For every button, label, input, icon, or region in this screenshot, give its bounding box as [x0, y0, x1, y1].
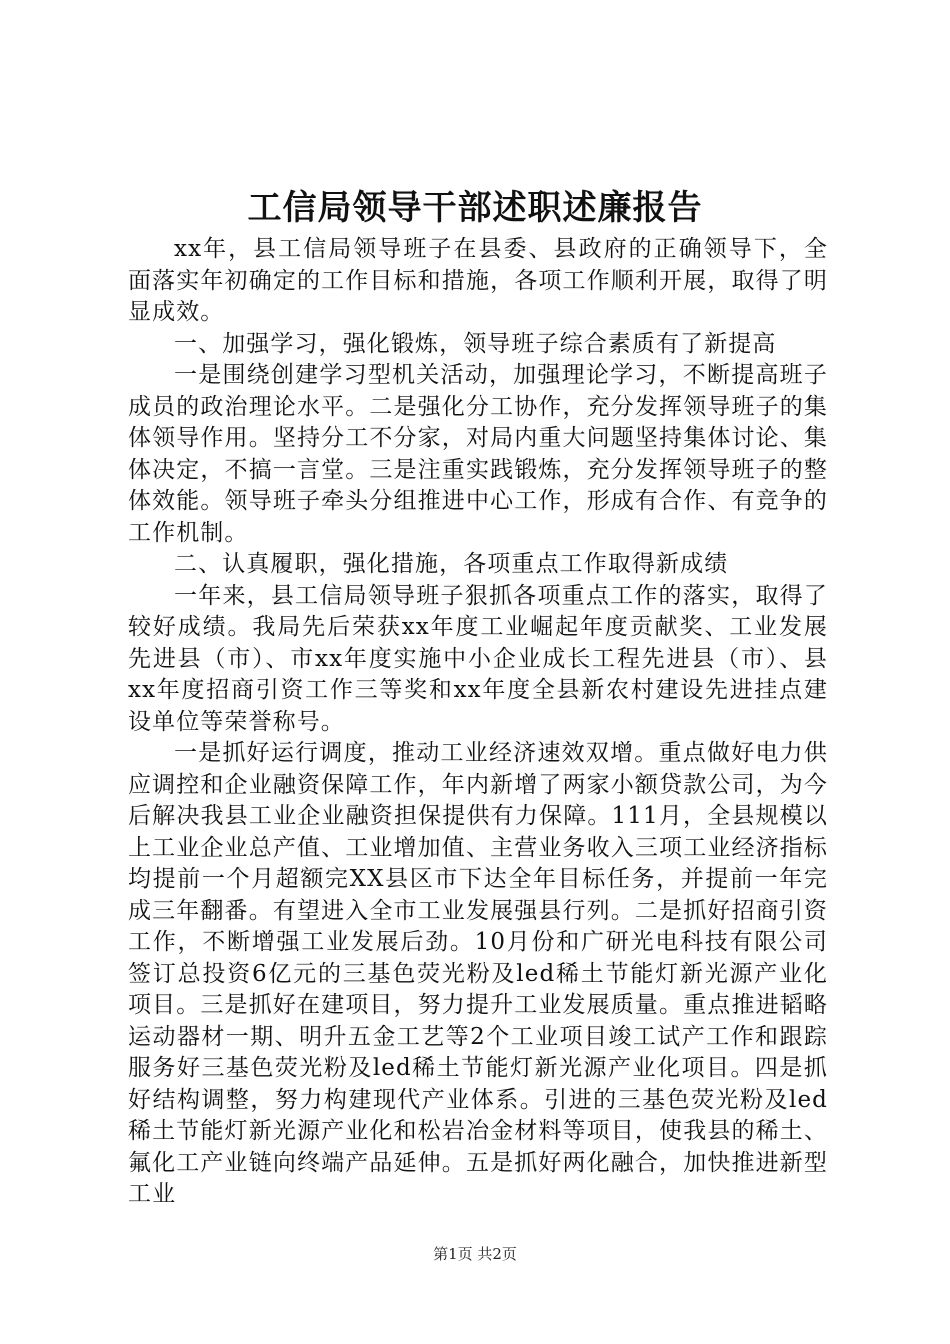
document-title: 工信局领导干部述职述廉报告 — [247, 188, 703, 228]
section-heading-2: 二、认真履职，强化措施，各项重点工作取得新成绩 — [174, 551, 729, 577]
paragraph-section-1: 一是围绕创建学习型机关活动，加强理论学习，不断提高班子成员的政治理论水平。二是强化分工协作，充分发挥领导班子的集体领导作用。坚持分工不分家，对局内重大问题坚持集体讨论、集体决定，不搞一言堂。三是注重实践锻炼，充分发挥领导班子的整体效能。领导班子牵头分组推进中心工作，形成有合作、有竞争的工作机制。 — [128, 362, 828, 546]
paragraph-intro: xx年，县工信局领导班子在县委、县政府的正确领导下，全面落实年初确定的工作目标和措施，各项工作顺利开展，取得了明显成效。 — [128, 236, 828, 325]
paragraph-key-work: 一是抓好运行调度，推动工业经济速效双增。重点做好电力供应调控和企业融资保障工作，年内新增了两家小额贷款公司，为今后解决我县工业企业融资担保提供有力保障。111月，全县规模以上工业企业总产值、工业增加值、主营业务收入三项工业经济指标均提前一个月超额完XX县区市下达全年目标任务，并提前一年完成三年翻番。有望进入全市工业发展强县行列。二是抓好招商引资工作，不断增强工业发展后劲。10月份和广研光电科技有限公司签订总投资6亿元的三基色荧光粉及led稀土节能灯新光源产业化项目。三是抓好在建项目，努力提升工业发展质量。重点推进韬略运动器材一期、明升五金工艺等2个工业项目竣工试产工作和跟踪服务好三基色荧光粉及led稀土节能灯新光源产业化项目。四是抓好结构调整，努力构建现代产业体系。引进的三基色荧光粉及led稀土节能灯新光源产业化和松岩冶金材料等项目，使我县的稀土、氟化工产业链向终端产品延伸。五是抓好两化融合，加快推进新型工业 — [128, 740, 828, 1207]
paragraph-achievements: 一年来，县工信局领导班子狠抓各项重点工作的落实，取得了较好成绩。我局先后荣获xx年度工业崛起年度贡献奖、工业发展先进县（市）、市xx年度实施中小企业成长工程先进县（市）、县xx年度招商引资工作三等奖和xx年度全县新农村建设先进挂点建设单位等荣誉称号。 — [128, 582, 828, 735]
page-number-footer: 第1页 共2页 — [433, 1245, 517, 1263]
section-heading-1: 一、加强学习，强化锻炼，领导班子综合素质有了新提高 — [174, 330, 777, 357]
document-body — [128, 234, 828, 1211]
